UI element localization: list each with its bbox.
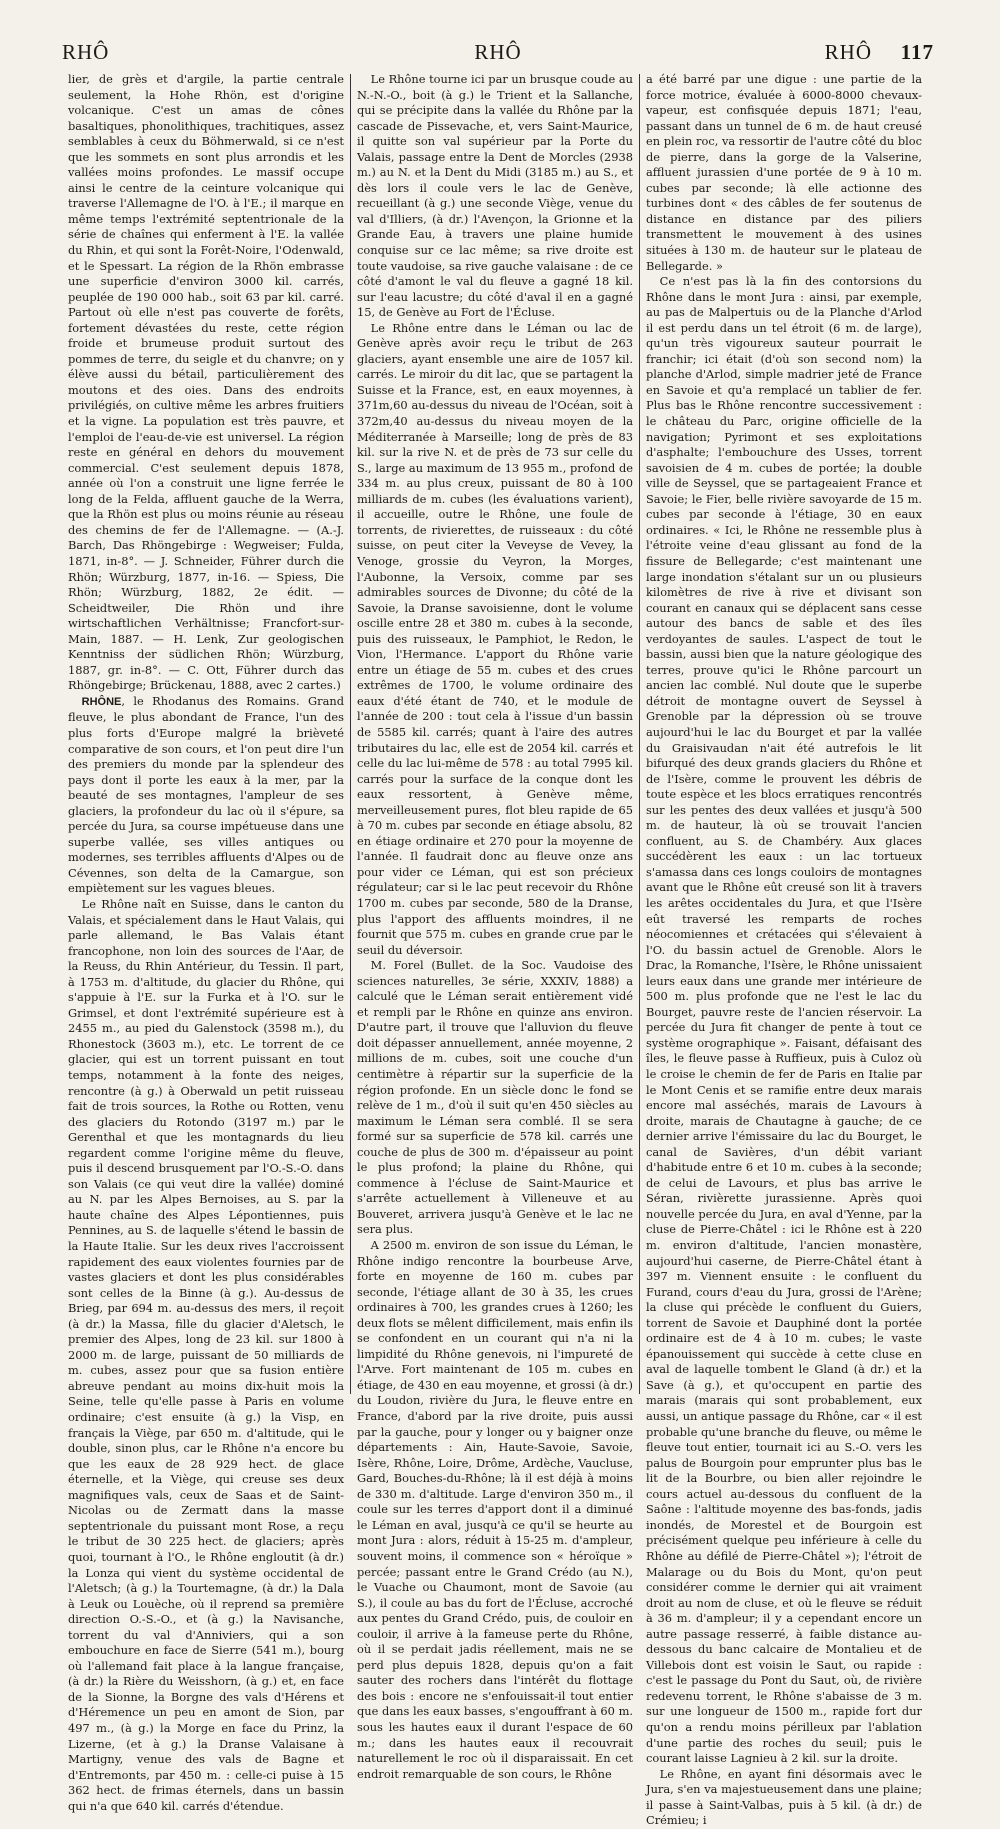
- column-2: [351, 72, 639, 1781]
- running-header: [62, 40, 934, 70]
- paragraph: A 2500 m. environ de son issue du Léman, le Rhône indigo rencontre la bourbeuse Arve, forte en moyenne de 160 m. cubes par seconde, l'étiage allant de 30 à 35, les crues ordinaires à 700, les grandes crues à 1260; les deux flots se mêlent difficilement, mais enfin ils se confondent en un courant qui n'a ni la limpidité du Rhône genevois, ni l'impureté de l'Arve. Fort maintenant de 105 m. cubes en étiage, de 430 en eau moyenne, et grossi (à dr.) du Loudon, rivière du Jura, le fleuve entre en France, d'abord par la rive droite, puis aussi par la gauche, pour y longer ou y baigner onze départements : Ain, Haute-Savoie, Savoie, Isère, Rhône, Loire, Drôme, Ardèche, Vaucluse, Gard, Bouches-du-Rhône; là il est déjà à moins de 330 m. d'altitude. Large d'environ 350 m., il coule sur les terres d'apport dont il a diminué le Léman en aval, jusqu'à ce qu'il se heurte au mont Jura : alors, réduit à 15-25 m. d'ampleur, souvent moins, il commence son « héroïque » percée; passant entre le Grand Crédo (au N.), le Vuache ou Chaumont, mont de Savoie (au S.), il coule au bas du fort de l'Écluse, accroché aux pentes du Grand Crédo, puis, de couloir en couloir, il arrive à la fameuse perte du Rhône, où il se perdait jadis réellement, mais ne se perd plus depuis 1828, depuis qu'on a fait sauter des rochers dans l'intérêt du flottage des bois : encore ne s'enfouissait-il tout entier que dans les eaux basses, s'engouffrant à 60 m. sous les hautes eaux il durant l'espace de 60 m.; dans les hautes eaux il recouvrait naturellement le roc où il disparaissait. En cet endroit remarquable de son cours, le Rhône: [357, 1238, 633, 1781]
- page-number: 117: [900, 40, 934, 64]
- column-1: [62, 72, 350, 1813]
- paragraph: Le Rhône tourne ici par un brusque coude au N.-N.-O., boit (à g.) le Trient et la Sallanche, qui se précipite dans la vallée du Rhône par la cascade de Pissevache, et, vers Saint-Maurice, il quitte son val supérieur par la Porte du Valais, passage entre la Dent de Morcles (2938 m.) au N. et la Dent du Midi (3185 m.) au S., et dès lors il coule vers le lac de Genève, recueillant (à g.) une seconde Viège, venue du val d'Illiers, (à dr.) l'Avençon, la Grionne et la Grande Eau, à travers une plaine humide conquise sur ce lac même; sa rive droite est toute vaudoise, sa rive gauche valaisane : de ce côté d'amont le val du fleuve a gagné 18 kil. sur l'eau lacustre; du côté d'aval il en a gagné 15, de Genève au Fort de l'Écluse.: [357, 72, 633, 320]
- text-columns: [62, 72, 934, 1828]
- column-3: [640, 72, 928, 1828]
- header-left-guideword: RHÔ: [62, 40, 110, 64]
- paragraph: Le Rhône, en ayant fini désormais avec le Jura, s'en va majestueusement dans une plaine; il passe à Saint-Valbas, puis à 5 kil. (à dr.) de Crémieu; i: [646, 1766, 922, 1828]
- paragraph: lier, de grès et d'argile, la partie centrale seulement, la Hohe Rhön, est d'origine volcanique. C'est un amas de cônes basaltiques, phonolithiques, trachitiques, assez semblables à ceux du Böhmerwald, si ce n'est que les sommets en sont plus arrondis et les vallées moins profondes. Le massif occupe ainsi le centre de la ceinture volcanique qui traverse l'Allemagne de l'O. à l'E.; il marque en même temps l'extrémité septentrionale de la série de chaînes qui enferment à l'E. la vallée du Rhin, et qui sont la Forêt-Noire, l'Odenwald, et le Spessart. La région de la Rhön embrasse une superficie d'environ 3000 kil. carrés, peuplée de 190 000 hab., soit 63 par kil. carré. Partout où elle n'est pas couverte de forêts, fortement dévastées du reste, cette région froide et brumeuse produit surtout des pommes de terre, du seigle et du chanvre; on y élève aussi du bétail, particulièrement des moutons et des oies. Dans des endroits privilégiés, on cultive même les arbres fruitiers et la vigne. La population est très pauvre, et l'emploi de l'eau-de-vie est universel. La région reste en général en dehors du mouvement commercial. C'est seulement depuis 1878, année où l'on a construit une ligne ferrée le long de la Felda, affluent gauche de la Werra, que la Rhön est plus ou moins réunie au réseau des chemins de fer de l'Allemagne. — (A.-J. Barch, Das Rhöngebirge : Wegweiser; Fulda, 1871, in-8°. — J. Schneider, Führer durch die Rhön; Würzburg, 1877, in-16. — Spiess, Die Rhön; Würzburg, 1882, 2e édit. — Scheidtweiler, Die Rhön und ihre wirtschaftlichen Verhältnisse; Francfort-sur-Main, 1887. — H. Lenk, Zur geologischen Kenntniss der südlichen Rhön; Würzburg, 1887, gr. in-8°. — C. Ott, Führer durch das Rhöngebirge; Brückenau, 1888, avec 2 cartes.): [68, 72, 344, 693]
- paragraph: Le Rhône naît en Suisse, dans le canton du Valais, et spécialement dans le Haut Valais, qui parle allemand, le Bas Valais étant francophone, non loin des sources de l'Aar, de la Reuss, du Rhin Antérieur, du Tessin. Il part, à 1753 m. d'altitude, du glacier du Rhône, qui s'appuie à l'E. sur la Furka et à l'O. sur le Grimsel, et dont l'extrémité supérieure est à 2455 m., au pied du Galenstock (3598 m.), du Rhonestock (3603 m.), etc. Le torrent de ce glacier, qui est un torrent puissant en tout temps, notamment à la fonte des neiges, rencontre (à g.) à Oberwald un petit ruisseau fait de trois sources, la Rothe ou Rotten, venu des glaciers du Rotondo (3197 m.) par le Gerenthal et que les montagnards du lieu regardent comme l'origine même du fleuve, puis il descend brusquement par l'O.-S.-O. dans son Valais (ce qui veut dire la vallée) dominé au N. par les Alpes Bernoises, au S. par la haute chaîne des Alpes Lépontiennes, puis Pennines, au S. de laquelle s'étend le bassin de la Haute Italie. Sur les deux rives l'accroissent rapidement des eaux violentes fournies par de vastes glaciers et dont les plus considérables sont celles de la Binne (à g.). Au-dessus de Brieg, par 694 m. au-dessus des mers, il reçoit (à dr.) la Massa, fille du glacier d'Aletsch, le premier des Alpes, long de 23 kil. sur 1800 à 2000 m. de large, puissant de 50 milliards de m. cubes, assez pour que sa fusion entière abreuve pendant au moins dix-huit mois la Seine, telle qu'elle passe à Paris en volume ordinaire; c'est ensuite (à g.) la Visp, en français la Viège, par 650 m. d'altitude, qui le double, sinon plus, car le Rhône n'a encore bu que les eaux de 28 929 hect. de glace éternelle, et la Viège, qui creuse ses deux magnifiques vals, ceux de Saas et de Saint-Nicolas ou de Zermatt dans la masse septentrionale du puissant mont Rose, a reçu le tribut de 30 225 hect. de glaciers; après quoi, tournant à l'O., le Rhône engloutit (à dr.) la Lonza qui vient du système occidental de l'Aletsch; (à g.) la Tourtemagne, (à dr.) la Dala à Leuk ou Louèche, où il reprend sa première direction O.-S.-O., et (à g.) la Navisanche, torrent du val d'Anniviers, qui a son embouchure en face de Sierre (541 m.), bourg où l'allemand fait place à la langue française, (à dr.) la Rière du Weisshorn, (à g.) et, en face de la Sionne, la Borgne des vals d'Hérens et d'Héremence un peu en amont de Sion, par 497 m., (à g.) la Morge en face du Prinz, la Lizerne, (et à g.) la Dranse Valaisane à Martigny, venue des vals de Bagne et d'Entremonts, par 450 m. : celle-ci puise à 15 362 hect. de frimas éternels, dans un bassin qui n'a que 640 kil. carrés d'étendue.: [68, 896, 344, 1813]
- header-center-guideword: RHÔ: [474, 40, 522, 64]
- paragraph: Ce n'est pas là la fin des contorsions du Rhône dans le mont Jura : ainsi, par exemple, au pas de Malpertuis ou de la Planche d'Arlod il est perdu dans un tel étroit (6 m. de large), qu'un très vigoureux sauteur pourrait le franchir; ici était (d'où son second nom) la planche d'Arlod, simple madrier jeté de France en Savoie et qu'a remplacé un tablier de fer. Plus bas le Rhône rencontre successivement : le château du Parc, origine officielle de la navigation; Pyrimont et ses exploitations d'asphalte; l'embouchure des Usses, torrent savoisien de 4 m. cubes de portée; la double ville de Seyssel, que se partageaient France et Savoie; le Fier, belle rivière savoyarde de 15 m. cubes par seconde à l'étiage, 30 en eaux ordinaires. « Ici, le Rhône ne ressemble plus à l'étroite veine d'eau glissant au fond de la fissure de Bellegarde; c'est maintenant une large inondation s'étalant sur un ou plusieurs kilomètres de rive à rive et divisant son courant en canaux qui se déplacent sans cesse autour des bancs de sable et des îles verdoyantes de saules. L'aspect de tout le bassin, aussi bien que la nature géologique des terres, prouve qu'ici le Rhône parcourt un ancien lac comblé. Nul doute que le superbe détroit de montagne ouvert de Seyssel à Grenoble par la dépression où se trouve aujourd'hui le lac du Bourget et par la vallée du Graisivaudan n'ait été autrefois le lit bifurqué des deux grands glaciers du Rhône et de l'Isère, comme le prouvent les débris de toute espèce et les blocs erratiques rencontrés sur les pentes des deux vallées et jusqu'à 500 m. de hauteur, là où se trouvait l'ancien confluent, au S. de Chambéry. Aux glaces succédèrent les eaux : un lac tortueux s'amassa dans ces longs couloirs de montagnes avant que le Rhône eût creusé son lit à travers les arêtes occidentales du Jura, et que l'Isère eût traversé les remparts de roches néocomiennes et crétacées qui s'élevaient à l'O. du bassin actuel de Grenoble. Alors le Drac, la Romanche, l'Isère, le Rhône unissaient leurs eaux dans une grande mer intérieure de 500 m. plus profonde que ne l'est le lac du Bourget, pauvre reste de l'ancien réservoir. La percée du Jura fit changer de pente à tout ce système orographique ». Faisant, défaisant des îles, le fleuve passe à Ruffieux, puis à Culoz où le croise le chemin de fer de Paris en Italie par le Mont Cenis et se ramifie entre deux marais encore mal asséchés, marais de Lavours à droite, marais de Chautagne à gauche; de ce dernier arrive l'émissaire du lac du Bourget, le canal de Savières, d'un débit variant d'habitude entre 6 et 10 m. cubes à la seconde; de celui de Lavours, et plus bas arrive le Séran, rivièrette jurassienne. Après quoi nouvelle percée du Jura, en aval d'Yenne, par la cluse de Pierre-Châtel : ici le Rhône est à 220 m. environ d'altitude, l'ancien monastère, aujourd'hui caserne, de Pierre-Châtel étant à 397 m. Viennent ensuite : le confluent du Furand, cours d'eau du Jura, grossi de l'Arène; la cluse qui précède le confluent du Guiers, torrent de Savoie et Dauphiné dont la portée ordinaire est de 4 à 10 m. cubes; le vaste épanouissement qui succède à cette cluse en aval de laquelle tombent le Gland (à dr.) et la Save (à g.), et qu'occupent en partie des marais (marais qui sont probablement, eux aussi, un antique passage du Rhône, car « il est probable qu'une branche du fleuve, ou même le fleuve tout entier, tournait ici au S.-O. vers les palus de Bourgoin pour emprunter plus bas le lit de la Bourbre, ou bien aller rejoindre le cours actuel au-dessous du confluent de la Saône : l'altitude moyenne des bas-fonds, jadis inondés, de Morestel et de Bourgoin est précisément quelque peu inférieure à celle du Rhône au défilé de Pierre-Châtel »); l'étroit de Malarage ou du Bois du Mont, qu'on peut considérer comme le dernier qui ait vraiment droit au nom de cluse, et où le fleuve se réduit à 36 m. d'ampleur; il y a cependant encore un autre passage resserré, à faible distance au-dessous du banc calcaire de Montalieu et de Villebois dont est voisin le Saut, ou rapide : c'est le passage du Pont du Saut, où, de rivière redevenu torrent, le Rhône s'abaisse de 3 m. sur une longueur de 1500 m., rapide fort dur qu'on a rendu moins périlleux par l'ablation d'une partie des roches du seuil; puis le courant laisse Lagnieu à 2 kil. sur la droite.: [646, 274, 922, 1766]
- header-right-guideword: RHÔ: [824, 40, 872, 64]
- paragraph: a été barré par une digue : une partie de la force motrice, évaluée à 6000-8000 chevaux-vapeur, est confisquée depuis 1871; l'eau, passant dans un tunnel de 6 m. de haut creusé en plein roc, va ressortir de l'autre côté du bloc de pierre, dans la gorge de la Valserine, affluent jurassien d'une portée de 9 à 10 m. cubes par seconde; là elle actionne des turbines dont « des câbles de fer soutenus de distance en distance par des piliers transmettent le mouvement à des usines situées à 130 m. de hauteur sur le plateau de Bellegarde. »: [646, 72, 922, 273]
- entry-headword: RHÔNE: [81, 695, 122, 708]
- entry-text: , le Rhodanus des Romains. Grand fleuve, le plus abondant de France, l'un des plus forts d'Europe malgré la brièveté comparative de son cours, et l'on peut dire l'un des premiers du monde par la splendeur des pays dont il porte les eaux à la mer, par la beauté de ses montagnes, l'ampleur de ses glaciers, la profondeur du lac où il s'épure, sa percée du Jura, sa course impétueuse dans une superbe vallée, ses villes antiques ou modernes, ses terribles affluents d'Alpes ou de Cévennes, son delta de la Camargue, son empiètement sur les vagues bleues.: [68, 693, 344, 896]
- entry-paragraph: [68, 694, 344, 897]
- paragraph: Le Rhône entre dans le Léman ou lac de Genève après avoir reçu le tribut de 263 glaciers, ayant ensemble une aire de 1057 kil. carrés. Le miroir du dit lac, que se partagent la Suisse et la France, est, en eaux moyennes, à 371m,60 au-dessus du niveau de l'Océan, soit à 372m,40 au-dessus du niveau moyen de la Méditerranée à Marseille; long de près de 83 kil. sur la rive N. et de près de 73 sur celle du S., large au maximum de 13 955 m., profond de 334 m. au plus creux, puissant de 80 à 100 milliards de m. cubes (les évaluations varient), il accueille, outre le Rhône, une foule de torrents, de rivierettes, de ruisseaux : du côté suisse, on peut citer la Veveyse de Vevey, la Venoge, grossie du Veyron, la Morges, l'Aubonne, la Versoix, comme par ses admirables sources de Divonne; du côté de la Savoie, la Dranse savoisienne, dont le volume oscille entre 28 et 380 m. cubes à la seconde, puis des ruisseaux, le Pamphiot, le Redon, le Vion, l'Hermance. L'apport du Rhône varie entre un étiage de 55 m. cubes et des crues extrêmes de 1700, le volume ordinaire des eaux d'été étant de 740, et le module de l'année de 200 : tout cela à l'issue d'un bassin de 5585 kil. carrés; quant à l'aire des autres tributaires du lac, elle est de 2054 kil. carrés et celle du lac lui-même de 578 : au total 7995 kil. carrés pour la surface de la conque dont les eaux ressortent, à Genève même, merveilleusement pures, flot bleu rapide de 65 à 70 m. cubes par seconde en étiage absolu, 82 en étiage ordinaire et 270 pour la moyenne de l'année. Il faudrait donc au fleuve onze ans pour vider ce Léman, qui est son précieux régulateur; car si le lac peut recevoir du Rhône 1700 m. cubes par seconde, 580 de la Dranse, plus l'apport des affluents moindres, il ne fournit que 575 m. cubes en grande crue par le seuil du déversoir.: [357, 320, 633, 957]
- paragraph: M. Forel (Bullet. de la Soc. Vaudoise des sciences naturelles, 3e série, XXXIV, 1888) a calculé que le Léman serait entièrement vidé et rempli par le Rhône en quinze ans environ. D'autre part, il trouve que l'alluvion du fleuve doit dépasser annuellement, année moyenne, 2 millions de m. cubes, soit une couche d'un centimètre à répartir sur la superficie de la région profonde. En un siècle donc le fond se relève de 1 m., d'où il suit qu'en 450 siècles au maximum le Léman sera comblé. Il se sera formé sur sa superficie de 578 kil. carrés une couche de plus de 300 m. d'épaisseur au point le plus profond; la plaine du Rhône, qui commence à l'écluse de Saint-Maurice et s'arrête actuellement à Villeneuve et au Bouveret, arrivera jusqu'à Genève et le lac ne sera plus.: [357, 958, 633, 1237]
